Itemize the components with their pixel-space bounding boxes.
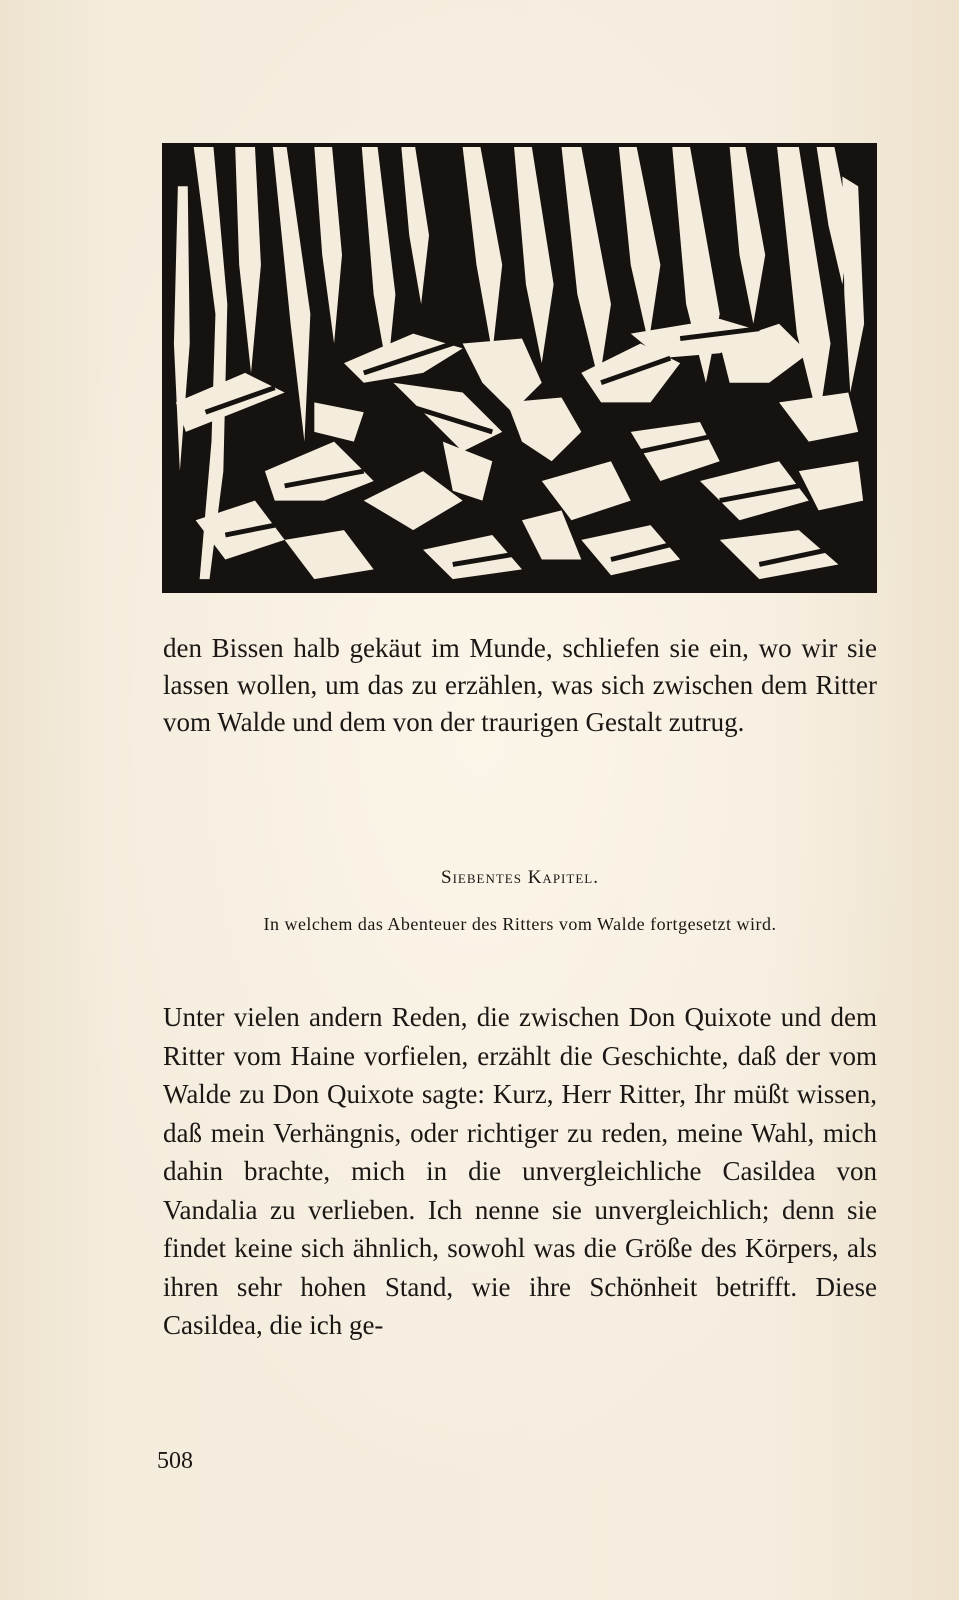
page-number: 508 bbox=[157, 1448, 193, 1474]
chapter-heading: Siebentes Kapitel. bbox=[441, 867, 599, 888]
chapter-body-paragraph: Unter vielen andern Reden, die zwischen Don Quixote und dem Ritter vom Haine vorfielen, erzählt die Geschichte, daß der vom Walde zu Don Quixote sagte: Kurz, Herr Ritter, Ihr müßt wissen, daß mein Verhängnis, oder richtiger zu reden, meine Wahl, mich dahin brachte, mich in die unvergleichliche Casildea von Vandalia zu verlieben. Ich nenne sie unvergleichlich; denn sie findet keine sich ähnlich, sowohl was die Größe des Körpers, als ihren sehr hohen Stand, wie ihre Schönheit betrifft. Diese Casildea, die ich ge- bbox=[163, 1002, 877, 1340]
woodcut-illustration bbox=[162, 143, 877, 593]
chapter-subtitle: In welchem das Abenteuer des Ritters vom Walde fortgesetzt wird. bbox=[263, 914, 777, 934]
woodcut-forest-image bbox=[166, 147, 873, 589]
paragraph-continuation: den Bissen halb gekäut im Munde, schliefen sie ein, wo wir sie lassen wollen, um das zu erzählen, was sich zwischen dem Ritter vom Walde und dem von der traurigen Gestalt zutrug. bbox=[163, 633, 877, 737]
